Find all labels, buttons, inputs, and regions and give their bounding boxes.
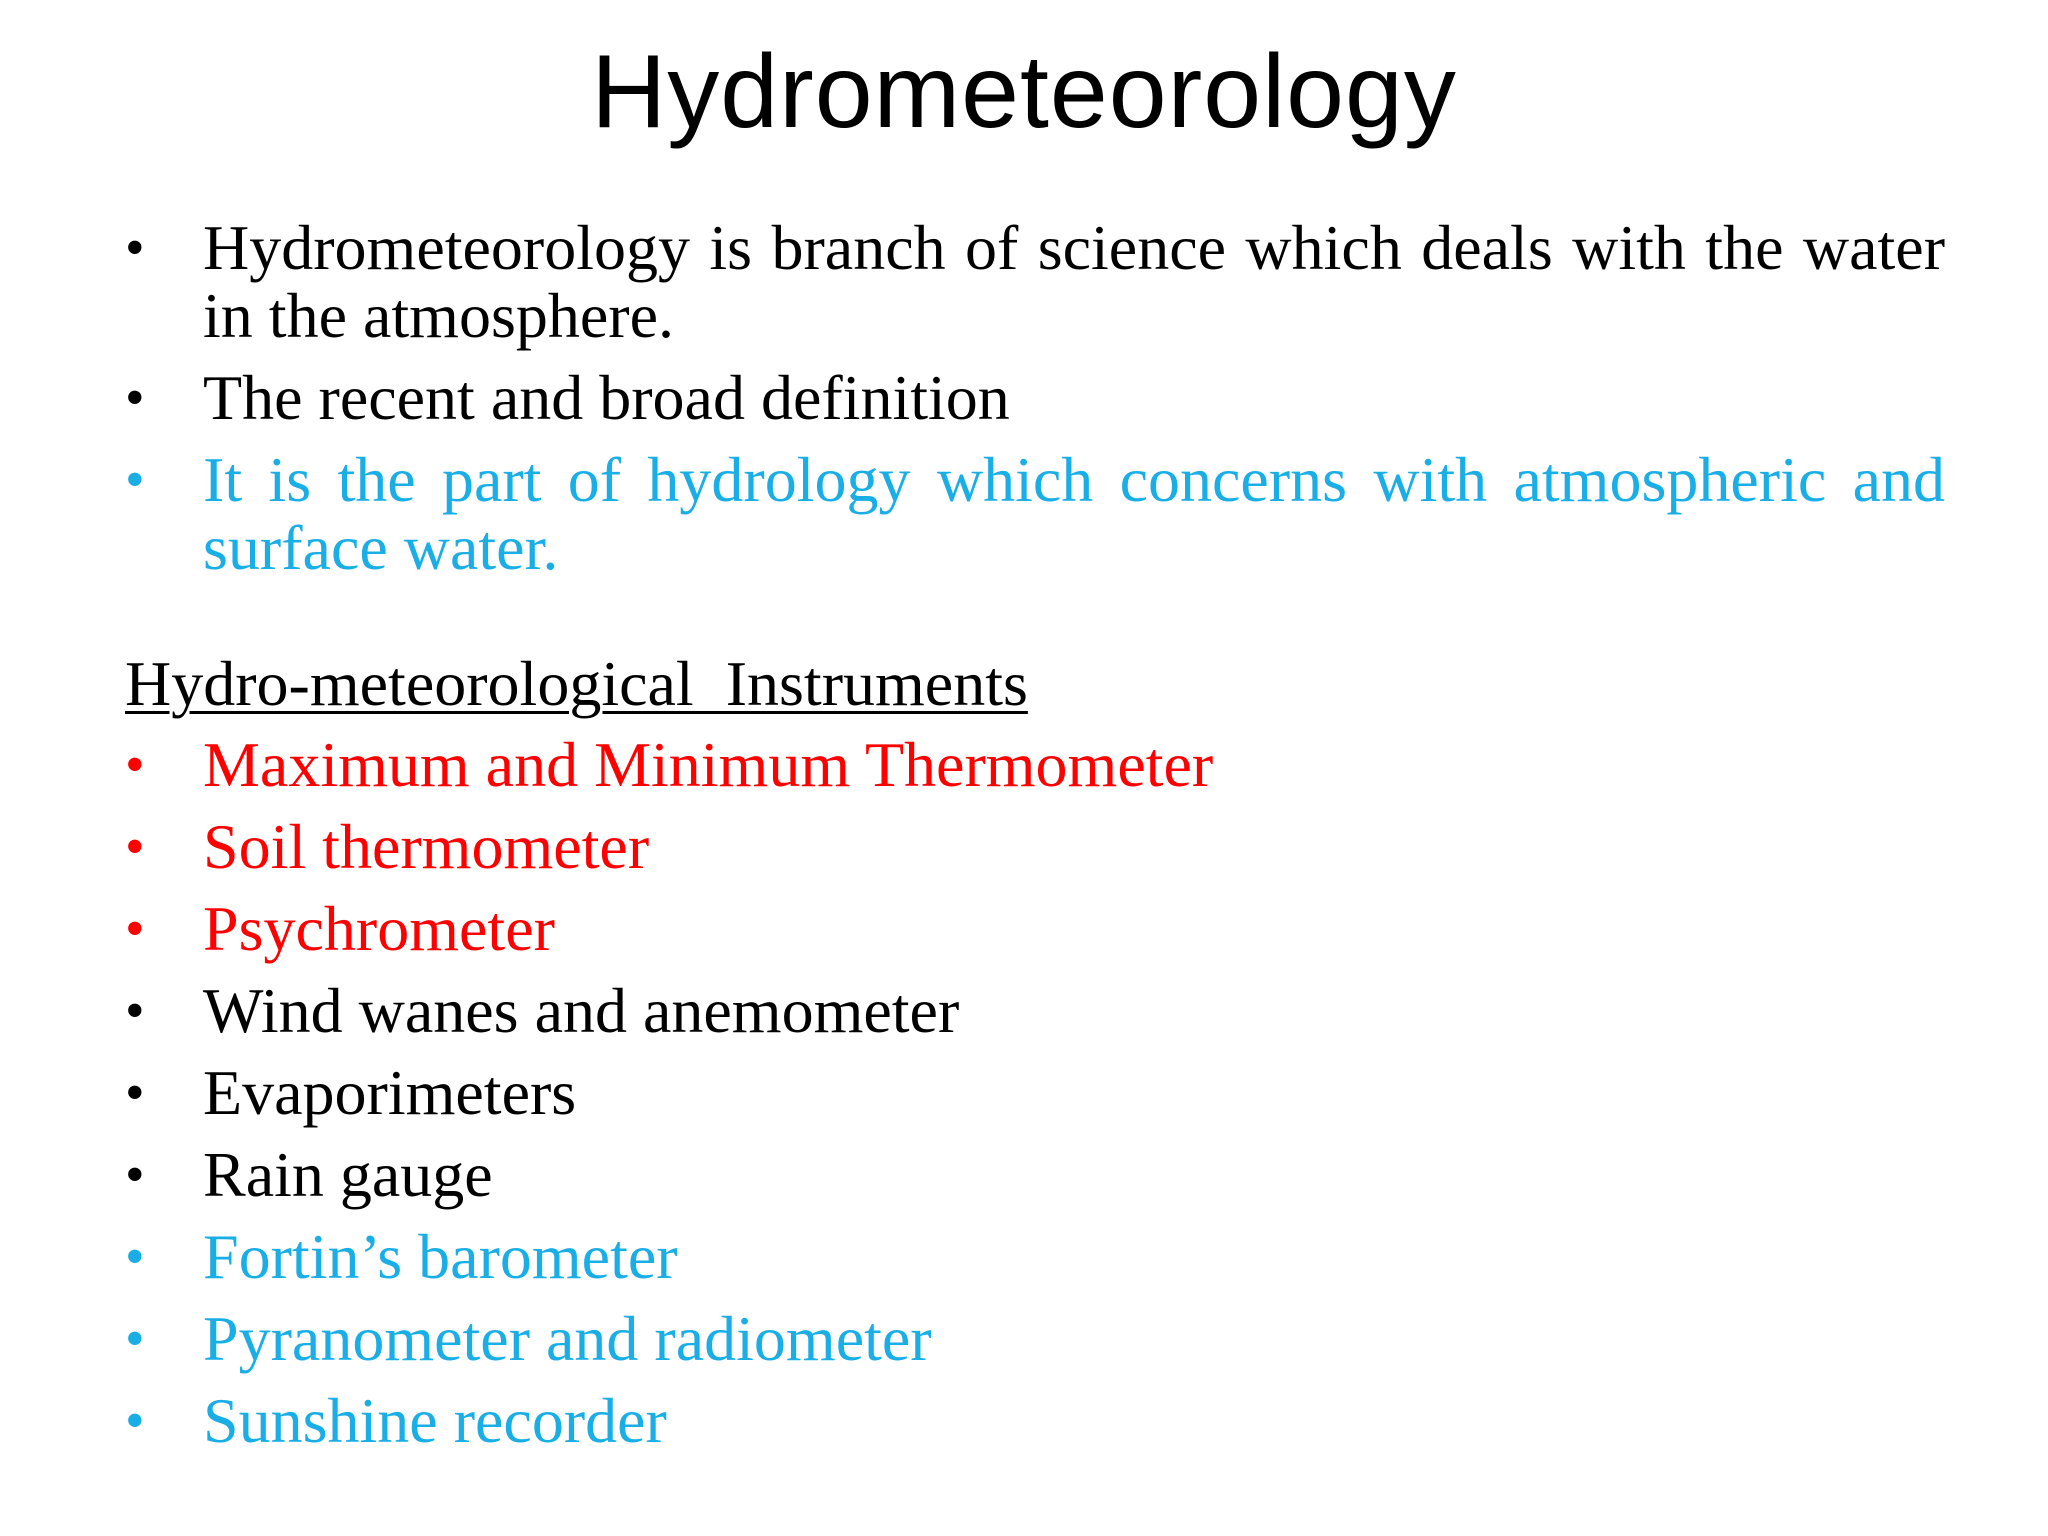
instrument-item bbox=[125, 970, 1945, 1052]
instrument-text: Wind wanes and anemometer bbox=[203, 975, 960, 1046]
bullet-icon: • bbox=[125, 1226, 145, 1288]
instrument-item bbox=[125, 1380, 1945, 1462]
bullet-icon: • bbox=[125, 980, 145, 1042]
instrument-text: Rain gauge bbox=[203, 1139, 493, 1210]
slide-content bbox=[125, 214, 1945, 1462]
intro-bullet bbox=[125, 446, 1945, 582]
instrument-item bbox=[125, 1216, 1945, 1298]
instrument-text: Fortin’s barometer bbox=[203, 1221, 678, 1292]
instruments-heading: Hydro-meteorological Instruments bbox=[125, 648, 1028, 719]
instrument-item bbox=[125, 1052, 1945, 1134]
bullet-icon: • bbox=[125, 898, 145, 960]
instrument-item bbox=[125, 1134, 1945, 1216]
bullet-icon: • bbox=[125, 1062, 145, 1124]
instrument-text: Maximum and Minimum Thermometer bbox=[203, 729, 1214, 800]
instrument-item bbox=[125, 1298, 1945, 1380]
bullet-icon: • bbox=[125, 816, 145, 878]
instrument-text: Sunshine recorder bbox=[203, 1385, 667, 1456]
bullet-icon: • bbox=[125, 217, 145, 279]
instrument-text: Pyranometer and radiometer bbox=[203, 1303, 932, 1374]
bullet-icon: • bbox=[125, 367, 145, 429]
instrument-item bbox=[125, 806, 1945, 888]
instrument-item bbox=[125, 888, 1945, 970]
instrument-list bbox=[125, 724, 1945, 1462]
intro-bullet-text: The recent and broad definition bbox=[203, 362, 1010, 433]
intro-bullet bbox=[125, 214, 1945, 350]
instrument-item bbox=[125, 724, 1945, 806]
slide-title: Hydrometeorology bbox=[591, 34, 1457, 150]
bullet-icon: • bbox=[125, 1390, 145, 1452]
bullet-icon: • bbox=[125, 1144, 145, 1206]
instrument-text: Soil thermometer bbox=[203, 811, 650, 882]
bullet-icon: • bbox=[125, 449, 145, 511]
intro-bullet bbox=[125, 364, 1945, 432]
bullet-icon: • bbox=[125, 1308, 145, 1370]
intro-bullet-text: Hydrometeorology is branch of science which deals with the water in the atmosphere. bbox=[203, 212, 1945, 351]
instrument-text: Evaporimeters bbox=[203, 1057, 577, 1128]
intro-bullet-list bbox=[125, 214, 1945, 582]
bullet-icon: • bbox=[125, 734, 145, 796]
intro-bullet-text: It is the part of hydrology which concerns with atmospheric and surface water. bbox=[203, 444, 1945, 583]
instrument-text: Psychrometer bbox=[203, 893, 555, 964]
